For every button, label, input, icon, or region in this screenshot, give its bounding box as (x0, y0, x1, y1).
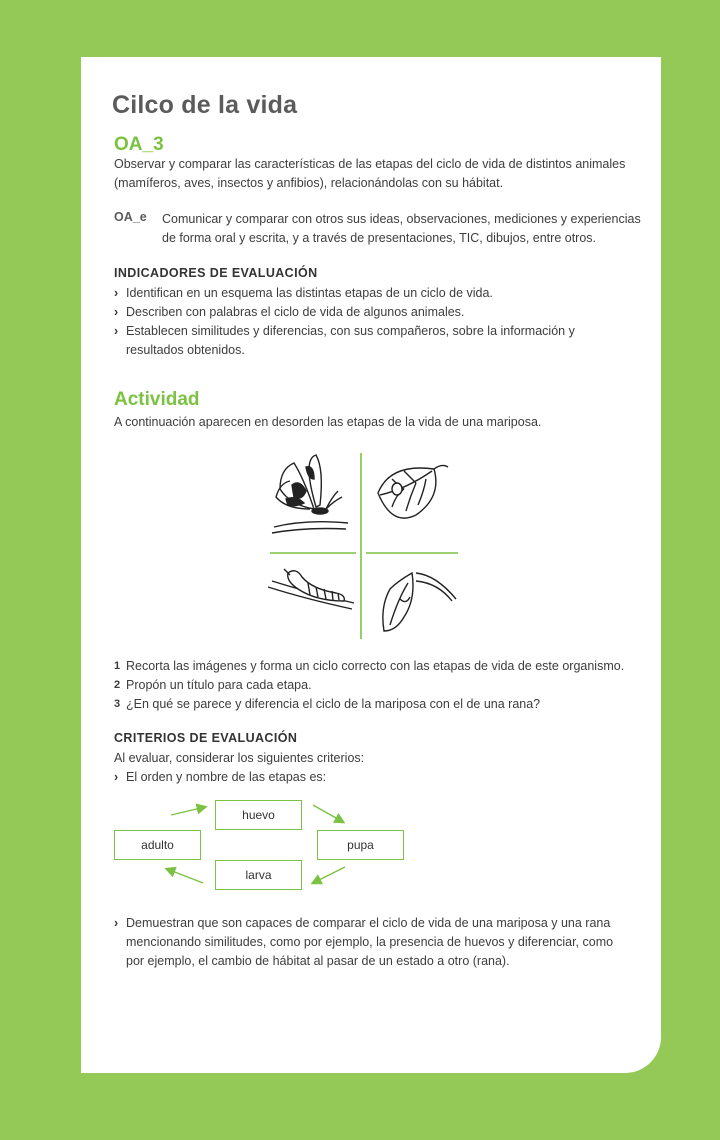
indicators-list (114, 284, 634, 360)
list-item: 2 Propón un título para cada etapa. (114, 678, 312, 692)
butterfly-stages-illustration (266, 449, 466, 645)
cycle-box-huevo: huevo (215, 800, 302, 830)
oa-e-code: OA_e (114, 210, 147, 224)
chevron-right-icon: › (114, 286, 119, 300)
list-item: › Identifican en un esquema las distintas etapas de un ciclo de vida. (114, 284, 634, 303)
oa-description: Observar y comparar las características de las etapas del ciclo de vida de distintos animales (mamíferos, aves, insectos y anfibios), relacionándolas con su hábitat. (114, 157, 626, 190)
activity-heading: Actividad (114, 389, 200, 410)
criteria-heading: CRITERIOS DE EVALUACIÓN (114, 731, 298, 745)
page-title: Cilco de la vida (112, 91, 298, 119)
indicators-heading: INDICADORES DE EVALUACIÓN (114, 266, 318, 280)
chevron-right-icon: › (114, 770, 119, 784)
list-item: › Describen con palabras el ciclo de vida de algunos animales. (114, 303, 634, 322)
activity-intro: A continuación aparecen en desorden las etapas de la vida de una mariposa. (114, 415, 542, 429)
chrysalis-icon (383, 573, 456, 631)
butterfly-icon (272, 455, 348, 533)
chevron-right-icon: › (114, 916, 119, 930)
cycle-arrows (81, 787, 661, 897)
criteria-bullet-2: › Demuestran que son capaces de comparar el ciclo de vida de una mariposa y una rana mencionando similitudes, como por ejemplo, la presencia de huevos y diferenciar, como por ejemplo, el cambio de hábitat al pasar de un estado a otro (rana). (114, 916, 614, 968)
leaf-with-eggs-icon (378, 465, 448, 518)
cycle-box-adulto: adulto (114, 830, 201, 860)
chevron-right-icon: › (114, 324, 119, 338)
activity-tasks (114, 657, 634, 714)
worksheet-page (81, 57, 661, 1073)
chevron-right-icon: › (114, 305, 119, 319)
cycle-box-larva: larva (215, 860, 302, 890)
caterpillar-icon (268, 569, 354, 609)
list-item: 1 Recorta las imágenes y forma un ciclo correcto con las etapas de vida de este organismo. (114, 659, 625, 673)
criteria-bullet-1: › El orden y nombre de las etapas es: (114, 768, 634, 787)
list-item: › Establecen similitudes y diferencias, con sus compañeros, sobre la información y resultados obtenidos. (114, 324, 575, 357)
cycle-box-pupa: pupa (317, 830, 404, 860)
oa-code: OA_3 (114, 134, 164, 155)
criteria-intro: Al evaluar, considerar los siguientes criterios: (114, 751, 365, 765)
oa-e-description: Comunicar y comparar con otros sus ideas, observaciones, mediciones y experiencias de forma oral y escrita, y a través de presentaciones, TIC, dibujos, entre otros. (162, 212, 641, 245)
list-item: 3 ¿En qué se parece y diferencia el ciclo de la mariposa con el de una rana? (114, 697, 541, 711)
